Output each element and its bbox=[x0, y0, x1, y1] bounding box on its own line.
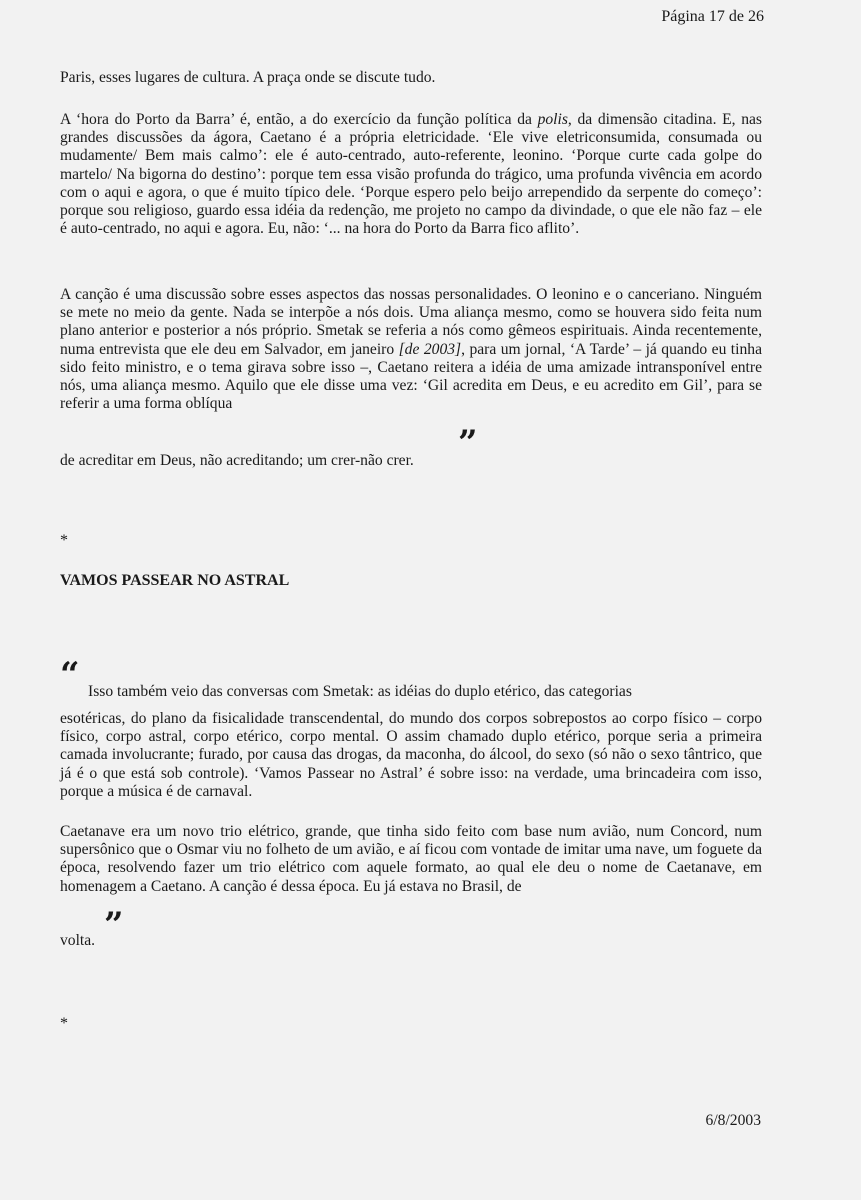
paragraph-4: esotéricas, do plano da fisicalidade transcendental, do mundo dos corpos sobrepostos ao corpo físico – corpo físico, corpo astral, corpo etérico, corpo mental. O assim chamado duplo etérico, porque seria a primeira camada involucrante; furado, por causa das drogas, da maconha, do álcool, do sexo (só não o sexo tântrico, que já é o que está sob controle). ‘Vamos Passear no Astral’ é sobre isso: na verdade, uma brincadeira com isso, porque a música é de carnaval. bbox=[60, 710, 762, 800]
paragraph-1: Paris, esses lugares de cultura. A praça onde se discute tudo. bbox=[60, 69, 436, 86]
paragraph-3 bbox=[60, 286, 762, 413]
paragraph-3-text-b: , para um jornal, ‘A Tarde’ – já quando eu tinha sido feito ministro, e o tema girava sobre isso –, Caetano reitera a idéia de uma amizade intransponível entre nós, uma aliança mesmo. Aquilo que ele disse uma vez: ‘Gil acredita em Deus, e eu acredito em Gil’, para se referir a uma forma oblíqua bbox=[60, 340, 762, 413]
paragraph-3-end: de acreditar em Deus, não acreditando; um crer-não crer. bbox=[60, 452, 414, 469]
closing-quote-mark-2: ” bbox=[104, 905, 122, 945]
footer-date: 6/8/2003 bbox=[705, 1112, 761, 1129]
paragraph-3-emphasis: [de 2003] bbox=[398, 340, 462, 358]
paragraph-2-text-b: , da dimensão citadina. E, nas grandes discussões da ágora, Caetano é a própria eletricidade. ‘Ele vive eletriconsumida, consumada ou mudamente/ Bem mais calmo’: ele é auto-centrado, auto-referente, leonino. ‘Porque curte cada golpe do martelo/ Na bigorna do destino’: porque tem essa visão profunda do trágico, uma profunda vivência em acordo com o aqui e agora, o que é muito típico dele. ‘Porque espero pelo beijo arrependido da serpente do começo’: porque sou religioso, guardo essa idéia da redenção, me projeto no campo da divindade, o que ele não faz – ele é auto-centrado, no aqui e agora. Eu, não: ‘... na hora do Porto da Barra fico aflito’. bbox=[60, 111, 762, 238]
opening-quote-mark: “ bbox=[60, 655, 78, 695]
paragraph-2 bbox=[60, 111, 762, 238]
section-heading: VAMOS PASSEAR NO ASTRAL bbox=[60, 572, 290, 589]
separator-star-1: * bbox=[60, 532, 68, 549]
closing-quote-mark-1: ” bbox=[458, 423, 476, 463]
paragraph-4-first-line: Isso também veio das conversas com Smetak: as idéias do duplo etérico, das categorias bbox=[88, 683, 632, 700]
paragraph-2-text-a: A ‘hora do Porto da Barra’ é, então, a do exercício da função política da bbox=[60, 111, 538, 128]
paragraph-3-text-a: A canção é uma discussão sobre esses aspectos das nossas personalidades. O leonino e o canceriano. Ninguém se mete no meio da gente. Nada se interpõe a nós dois. Uma aliança mesmo, como se houvera sido feita num plano anterior e posterior a nós próprio. Smetak se referia a nós como gêmeos espirituais. Ainda recentemente, numa entrevista que ele deu em Salvador, em janeiro bbox=[60, 286, 762, 358]
paragraph-5-end: volta. bbox=[60, 932, 96, 949]
paragraph-2-emphasis: polis bbox=[537, 111, 568, 128]
paragraph-5: Caetanave era um novo trio elétrico, grande, que tinha sido feito com base num avião, num Concord, num supersônico que o Osmar viu no folheto de um avião, e aí ficou com vontade de imitar uma nave, um foguete da época, resolvendo fazer um trio elétrico com aquele formato, ao qual ele deu o nome de Caetanave, em homenagem a Caetano. A canção é dessa época. Eu já estava no Brasil, de bbox=[60, 823, 762, 895]
separator-star-2: * bbox=[60, 1015, 68, 1032]
page-number: Página 17 de 26 bbox=[661, 8, 764, 25]
